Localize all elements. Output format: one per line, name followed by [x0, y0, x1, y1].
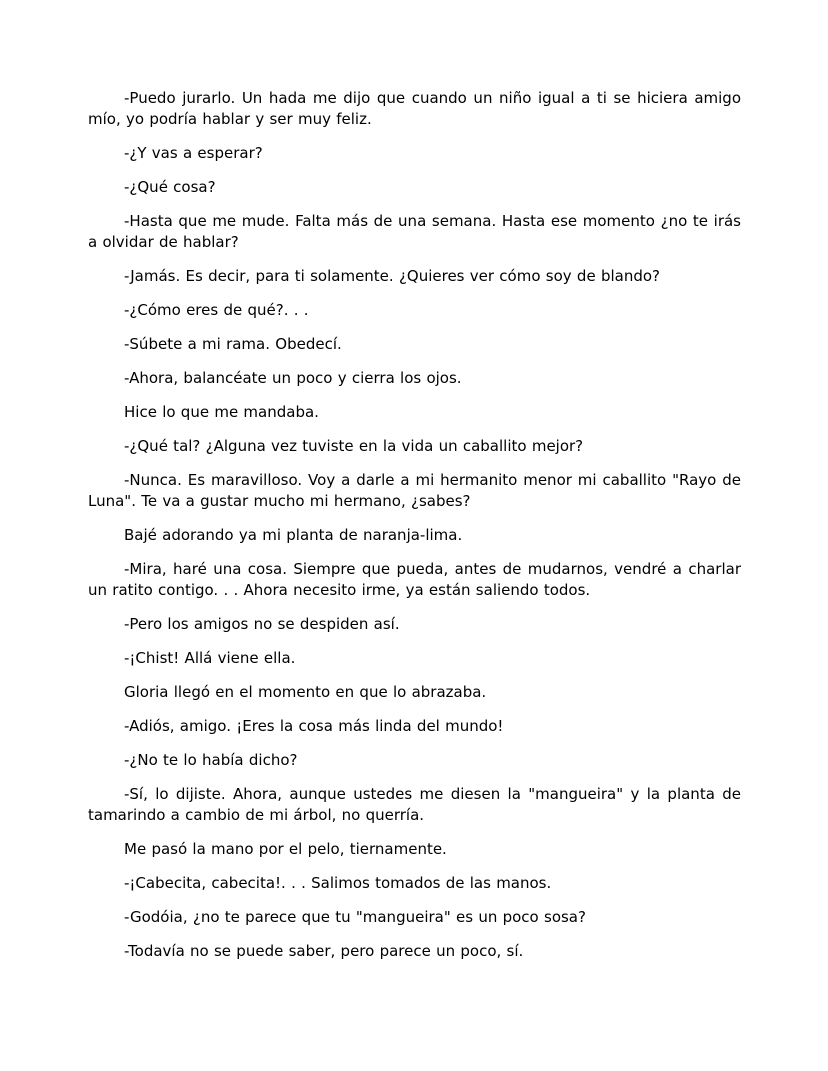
paragraph: -¿Qué cosa? — [124, 178, 216, 196]
paragraph: -Nunca. Es maravilloso. Voy a darle a mi hermanito menor mi caballito "Rayo de Luna". Te va a gustar mucho mi hermano, ¿sabes? — [88, 471, 741, 510]
paragraph: -Ahora, balancéate un poco y cierra los ojos. — [124, 369, 462, 387]
paragraph: -Adiós, amigo. ¡Eres la cosa más linda del mundo! — [124, 717, 504, 735]
paragraph: -Súbete a mi rama. Obedecí. — [124, 335, 342, 353]
paragraph: -¿No te lo había dicho? — [124, 751, 298, 769]
paragraph: Gloria llegó en el momento en que lo abrazaba. — [124, 683, 487, 701]
paragraph: -Mira, haré una cosa. Siempre que pueda, antes de mudarnos, vendré a charlar un ratito contigo. . . Ahora necesito irme, ya están saliendo todos. — [88, 560, 741, 599]
paragraph: -Puedo jurarlo. Un hada me dijo que cuando un niño igual a ti se hiciera amigo mío, yo podría hablar y ser muy feliz. — [88, 89, 741, 128]
paragraph: -Godóia, ¿no te parece que tu "mangueira" es un poco sosa? — [124, 908, 586, 926]
paragraph: -¿Qué tal? ¿Alguna vez tuviste en la vida un caballito mejor? — [124, 437, 584, 455]
paragraph: -Pero los amigos no se despiden así. — [124, 615, 400, 633]
paragraph: -Todavía no se puede saber, pero parece un poco, sí. — [124, 942, 524, 960]
paragraph: -¡Chist! Allá viene ella. — [124, 649, 296, 667]
paragraph: -Hasta que me mude. Falta más de una semana. Hasta ese momento ¿no te irás a olvidar de hablar? — [88, 212, 741, 251]
paragraph: Me pasó la mano por el pelo, tiernamente. — [124, 840, 447, 858]
paragraph: -Sí, lo dijiste. Ahora, aunque ustedes me diesen la "mangueira" y la planta de tamarindo a cambio de mi árbol, no querría. — [88, 785, 741, 824]
paragraph: -Jamás. Es decir, para ti solamente. ¿Quieres ver cómo soy de blando? — [124, 267, 660, 285]
paragraph: -¿Cómo eres de qué?. . . — [124, 301, 309, 319]
paragraph: -¡Cabecita, cabecita!. . . Salimos tomados de las manos. — [124, 874, 552, 892]
paragraph: -¿Y vas a esperar? — [124, 144, 263, 162]
paragraph: Bajé adorando ya mi planta de naranja-lima. — [124, 526, 463, 544]
paragraph: Hice lo que me mandaba. — [124, 403, 319, 421]
